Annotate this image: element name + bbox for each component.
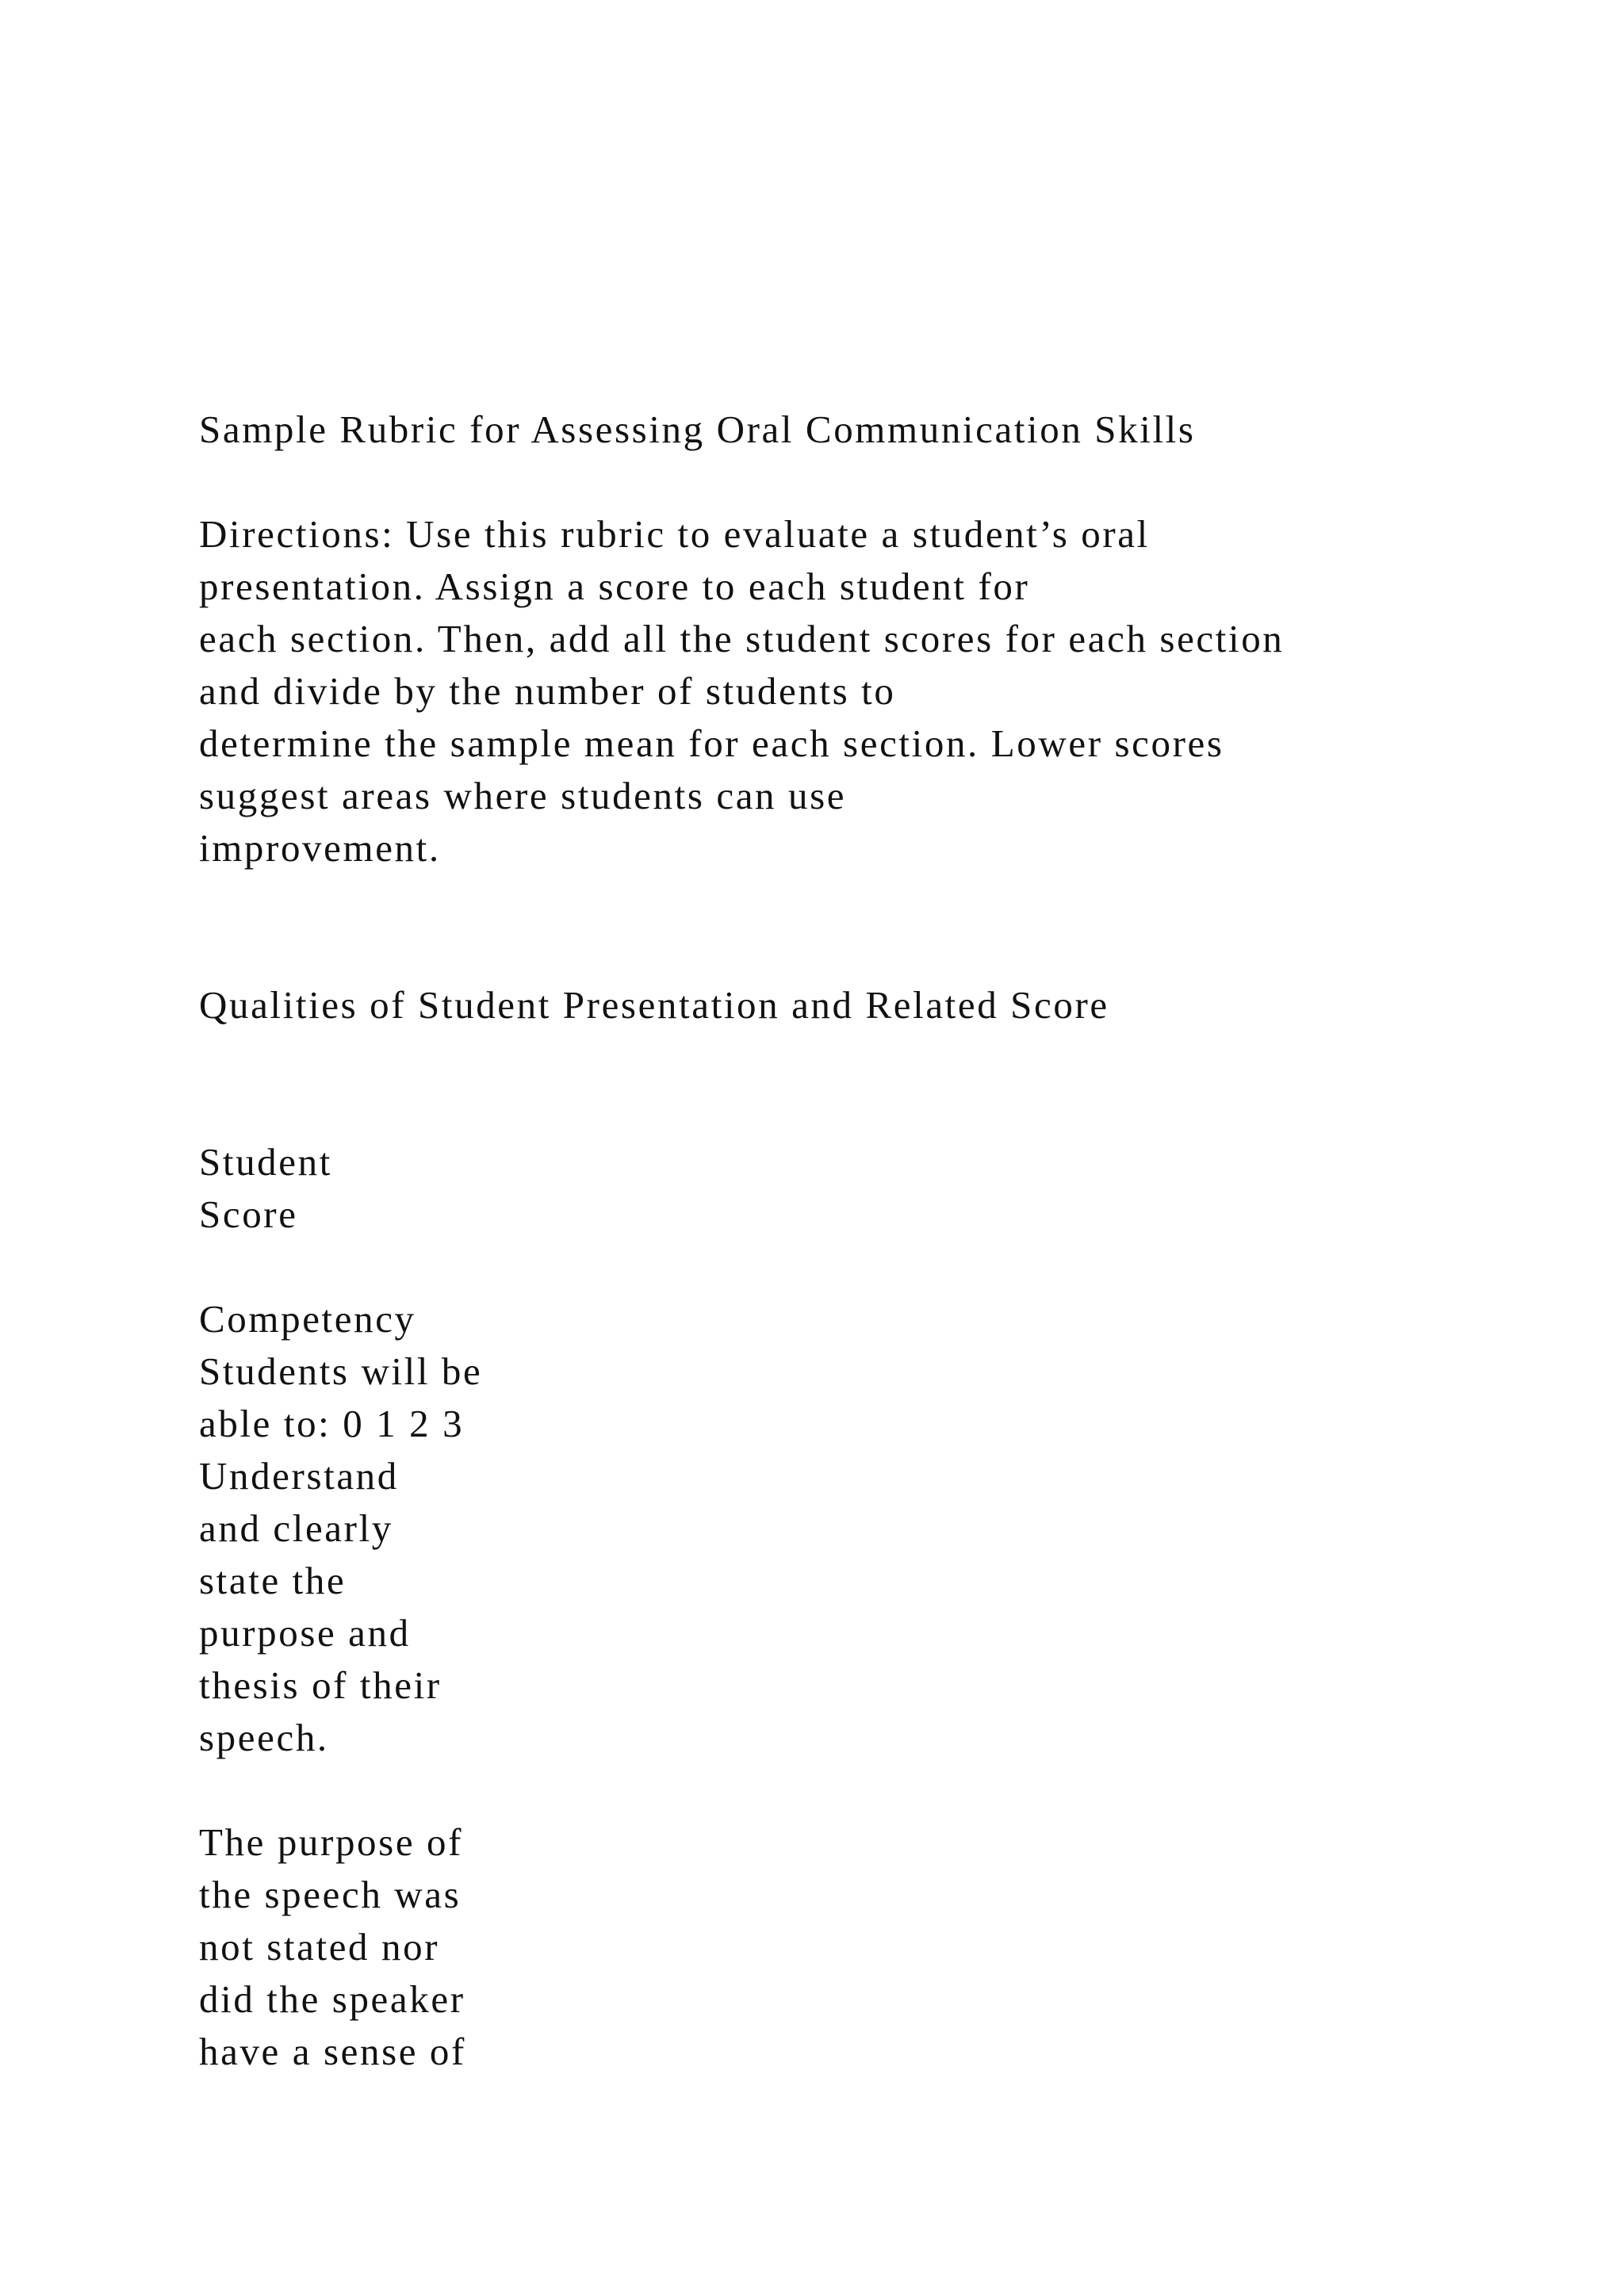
directions-line: each section. Then, add all the student scores for each section: [199, 617, 1285, 660]
purpose-line: not stated nor: [199, 1925, 440, 1969]
purpose-line: have a sense of: [199, 2030, 466, 2073]
competency-line: speech.: [199, 1716, 329, 1759]
directions-line: suggest areas where students can use: [199, 774, 847, 817]
purpose-description-block: [199, 1816, 1547, 2078]
spacer: [199, 927, 1547, 979]
directions-line: determine the sample mean for each section. Lower scores: [199, 721, 1224, 765]
student-score-line: Student: [199, 1140, 332, 1184]
document-title: Sample Rubric for Assessing Oral Communication Skills: [199, 408, 1196, 451]
directions-paragraph: [199, 508, 1547, 874]
spacer: [199, 874, 1547, 927]
competency-line: purpose and: [199, 1611, 411, 1655]
spacer: [199, 1084, 1547, 1136]
spacer: [199, 1241, 1547, 1293]
directions-line: improvement.: [199, 826, 441, 870]
competency-line: Students will be: [199, 1349, 483, 1393]
student-score-line: Score: [199, 1192, 298, 1236]
spacer: [199, 1764, 1547, 1816]
spacer: [199, 456, 1547, 508]
competency-block: [199, 1293, 1547, 1764]
student-score-label: [199, 1136, 1547, 1241]
section-heading: Qualities of Student Presentation and Related Score: [199, 983, 1109, 1027]
directions-line: presentation. Assign a score to each student for: [199, 564, 1030, 608]
directions-line: Directions: Use this rubric to evaluate a student’s oral: [199, 512, 1150, 556]
competency-line: able to: 0 1 2 3: [199, 1402, 465, 1445]
competency-line: Competency: [199, 1297, 416, 1341]
directions-line: and divide by the number of students to: [199, 669, 896, 713]
competency-line: state the: [199, 1559, 347, 1602]
purpose-line: The purpose of: [199, 1820, 464, 1864]
competency-line: Understand: [199, 1454, 399, 1498]
competency-line: thesis of their: [199, 1663, 442, 1707]
purpose-line: did the speaker: [199, 1977, 465, 2021]
document-content: [199, 404, 1547, 2078]
purpose-line: the speech was: [199, 1873, 462, 1916]
spacer: [199, 1031, 1547, 1084]
competency-line: and clearly: [199, 1506, 393, 1550]
